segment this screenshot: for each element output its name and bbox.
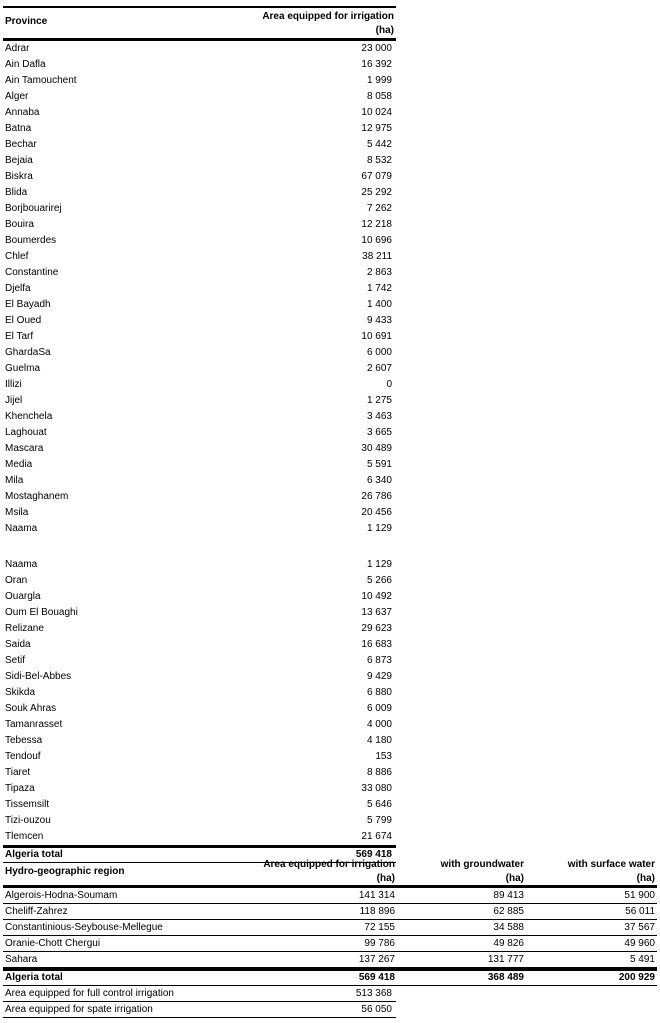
province-rows-part1 <box>3 41 396 537</box>
table-row <box>3 377 396 393</box>
table-row <box>3 521 396 537</box>
province-area: 10 492 <box>361 591 392 602</box>
region-total-label: Algeria total <box>5 972 63 983</box>
province-name: Boumerdes <box>5 235 57 246</box>
groundwater-column-header <box>441 858 524 886</box>
table-row <box>3 217 396 233</box>
province-area: 2 607 <box>366 363 392 374</box>
region-total-area: 569 418 <box>358 972 395 983</box>
irrigation-type-value: 56 050 <box>361 1004 392 1015</box>
province-area: 16 683 <box>361 639 392 650</box>
province-area: 3 463 <box>366 411 392 422</box>
province-area: 5 266 <box>366 575 392 586</box>
region-surface: 49 960 <box>624 938 655 949</box>
province-name: Msila <box>5 507 29 518</box>
province-name: Tebessa <box>5 735 43 746</box>
region-area: 99 786 <box>364 938 395 949</box>
region-area: 72 155 <box>364 922 395 933</box>
province-area: 10 691 <box>361 331 392 342</box>
table-row <box>3 573 396 589</box>
region-area-column-header <box>263 858 395 886</box>
province-name: Ain Tamouchent <box>5 75 77 86</box>
province-area: 26 786 <box>361 491 392 502</box>
table-row <box>3 717 396 733</box>
province-area: 5 799 <box>366 815 392 826</box>
province-name: Blida <box>5 187 28 198</box>
province-name: Media <box>5 459 33 470</box>
table-row <box>3 249 396 265</box>
region-surface: 37 567 <box>624 922 655 933</box>
province-area: 20 456 <box>361 507 392 518</box>
province-name: Alger <box>5 91 29 102</box>
surface-header-line1: with surface water <box>567 859 655 870</box>
province-name: Borjbouarirej <box>5 203 62 214</box>
region-area: 141 314 <box>358 890 395 901</box>
table-row <box>3 265 396 281</box>
table-row <box>3 457 396 473</box>
table-row <box>3 297 396 313</box>
region-total-row <box>3 968 657 986</box>
province-name: Batna <box>5 123 32 134</box>
table-row <box>3 685 396 701</box>
table-row <box>3 904 657 920</box>
province-area: 8 532 <box>366 155 392 166</box>
province-name: Tipaza <box>5 783 35 794</box>
region-name: Algerois-Hodna-Soumam <box>5 890 118 901</box>
table-row <box>3 89 396 105</box>
table-row <box>3 888 657 904</box>
province-name: Tamanrasset <box>5 719 63 730</box>
table-row <box>3 361 396 377</box>
province-area: 13 637 <box>361 607 392 618</box>
irrigation-type-rows <box>3 986 657 1018</box>
province-name: Sidi-Bel-Abbes <box>5 671 72 682</box>
table-row <box>3 185 396 201</box>
province-area: 1 742 <box>366 283 392 294</box>
province-name: Mila <box>5 475 24 486</box>
province-area: 8 886 <box>366 767 392 778</box>
region-groundwater: 49 826 <box>493 938 524 949</box>
region-area: 118 896 <box>359 906 395 917</box>
province-area: 67 079 <box>361 171 392 182</box>
table-row <box>3 345 396 361</box>
table-row <box>3 605 396 621</box>
province-name: Mascara <box>5 443 44 454</box>
table-row <box>3 473 396 489</box>
province-name: Djelfa <box>5 283 31 294</box>
region-surface: 56 011 <box>625 906 655 917</box>
region-surface: 5 491 <box>629 954 655 965</box>
table-row <box>3 41 396 57</box>
province-area: 1 129 <box>366 523 392 534</box>
province-area: 6 873 <box>366 655 392 666</box>
province-name: Annaba <box>5 107 40 118</box>
total-value: 569 418 <box>355 849 392 860</box>
region-name: Constantinious-Seybouse-Mellegue <box>5 922 163 933</box>
province-area: 5 442 <box>366 139 392 150</box>
table-row <box>3 441 396 457</box>
region-rows <box>3 888 657 968</box>
table-row <box>3 701 396 717</box>
surface-header-line2: (ha) <box>636 873 655 884</box>
province-name: Skikda <box>5 687 36 698</box>
province-area: 4 180 <box>366 735 392 746</box>
province-name: Khenchela <box>5 411 53 422</box>
region-surface: 51 900 <box>624 890 655 901</box>
province-area: 4 000 <box>366 719 392 730</box>
province-area: 5 646 <box>366 799 392 810</box>
table-row <box>3 920 657 936</box>
surface-water-column-header <box>568 858 655 886</box>
groundwater-header-line1: with groundwater <box>440 859 524 870</box>
table-row <box>3 952 657 968</box>
region-area-header-line2: (ha) <box>376 873 395 884</box>
province-area: 30 489 <box>361 443 392 454</box>
province-name: Mostaghanem <box>5 491 69 502</box>
province-area: 2 863 <box>366 267 392 278</box>
irrigation-type-value: 513 368 <box>355 988 392 999</box>
province-area: 6 340 <box>366 475 392 486</box>
province-name: Illizi <box>5 379 22 390</box>
province-name: El Oued <box>5 315 42 326</box>
table-row <box>3 201 396 217</box>
region-area-header-line1: Area equipped for irrigation <box>263 859 395 870</box>
table-row <box>3 621 396 637</box>
table-row <box>3 653 396 669</box>
province-name: Setif <box>5 655 26 666</box>
province-name: Jijel <box>5 395 23 406</box>
province-area: 7 262 <box>366 203 392 214</box>
province-area: 38 211 <box>362 251 392 262</box>
province-area: 16 392 <box>361 59 392 70</box>
table-row <box>3 153 396 169</box>
table-row <box>3 813 396 829</box>
table-row <box>3 57 396 73</box>
province-area: 21 674 <box>361 831 392 842</box>
province-area: 1 275 <box>366 395 392 406</box>
groundwater-header-line2: (ha) <box>505 873 524 884</box>
province-name: Adrar <box>5 43 30 54</box>
province-area: 153 <box>375 751 392 762</box>
province-name: Laghouat <box>5 427 47 438</box>
province-name: El Tarf <box>5 331 34 342</box>
area-column-header-line1: Area equipped for irrigation <box>262 11 394 22</box>
province-name: Ouargla <box>5 591 41 602</box>
region-table <box>3 857 657 1018</box>
region-name: Cheliff-Zahrez <box>5 906 68 917</box>
table-row <box>3 986 396 1002</box>
province-area: 6 000 <box>366 347 392 358</box>
table-row <box>3 589 396 605</box>
province-area: 10 696 <box>361 235 392 246</box>
table-row <box>3 489 396 505</box>
irrigation-type-label: Area equipped for spate irrigation <box>5 1004 153 1015</box>
province-name: Oran <box>5 575 28 586</box>
province-name: Tizi-ouzou <box>5 815 51 826</box>
province-area: 12 218 <box>361 219 392 230</box>
table-row <box>3 781 396 797</box>
province-area: 9 433 <box>366 315 392 326</box>
province-name: Naama <box>5 523 38 534</box>
section-gap <box>3 537 396 557</box>
region-area: 137 267 <box>358 954 395 965</box>
province-area: 6 880 <box>366 687 392 698</box>
table-row <box>3 797 396 813</box>
region-groundwater: 131 777 <box>487 954 524 965</box>
table-row <box>3 121 396 137</box>
province-rows-part2 <box>3 557 396 845</box>
region-groundwater: 62 885 <box>493 906 524 917</box>
province-name: Saida <box>5 639 31 650</box>
province-column-header: Province <box>5 16 48 27</box>
province-name: Relizane <box>5 623 44 634</box>
table-row <box>3 669 396 685</box>
table-row <box>3 505 396 521</box>
province-name: Tiaret <box>5 767 31 778</box>
table-row <box>3 733 396 749</box>
province-area: 5 591 <box>366 459 392 470</box>
region-column-header: Hydro-geographic region <box>5 866 125 877</box>
province-name: Tendouf <box>5 751 41 762</box>
table-row <box>3 393 396 409</box>
table-row <box>3 281 396 297</box>
province-area: 23 000 <box>361 43 392 54</box>
table-row <box>3 557 396 573</box>
province-name: Bechar <box>5 139 37 150</box>
province-name: Souk Ahras <box>5 703 57 714</box>
province-area: 12 975 <box>361 123 392 134</box>
table-row <box>3 73 396 89</box>
province-area: 1 999 <box>366 75 392 86</box>
table-row <box>3 829 396 845</box>
province-area: 29 623 <box>361 623 392 634</box>
province-table <box>3 6 396 863</box>
region-groundwater: 34 588 <box>493 922 524 933</box>
province-name: Biskra <box>5 171 33 182</box>
table-row <box>3 936 657 952</box>
province-area: 9 429 <box>366 671 392 682</box>
table-row <box>3 329 396 345</box>
table-row <box>3 409 396 425</box>
province-name: Bouira <box>5 219 34 230</box>
table-row <box>3 425 396 441</box>
province-table-header <box>3 6 396 41</box>
province-name: GhardaSa <box>5 347 51 358</box>
province-name: Guelma <box>5 363 41 374</box>
province-area: 0 <box>386 379 392 390</box>
province-area: 33 080 <box>361 783 392 794</box>
table-row <box>3 1002 396 1018</box>
province-area: 8 058 <box>366 91 392 102</box>
province-area: 25 292 <box>361 187 392 198</box>
region-table-header <box>3 857 657 888</box>
table-row <box>3 313 396 329</box>
province-name: Bejaia <box>5 155 33 166</box>
table-row <box>3 765 396 781</box>
province-area: 6 009 <box>366 703 392 714</box>
region-total-surface: 200 929 <box>618 972 655 983</box>
province-name: El Bayadh <box>5 299 51 310</box>
province-name: Chlef <box>5 251 29 262</box>
province-name: Tissemsilt <box>5 799 50 810</box>
region-name: Sahara <box>5 954 38 965</box>
table-row <box>3 749 396 765</box>
table-row <box>3 137 396 153</box>
province-name: Ain Dafla <box>5 59 46 70</box>
total-label: Algeria total <box>5 849 63 860</box>
province-name: Constantine <box>5 267 59 278</box>
region-groundwater: 89 413 <box>493 890 524 901</box>
region-name: Oranie-Chott Chergui <box>5 938 101 949</box>
area-column-header <box>262 10 394 38</box>
province-area: 10 024 <box>361 107 392 118</box>
province-name: Tlemcen <box>5 831 44 842</box>
region-total-groundwater: 368 489 <box>487 972 524 983</box>
province-area: 1 400 <box>366 299 392 310</box>
table-row <box>3 105 396 121</box>
province-name: Naama <box>5 559 38 570</box>
irrigation-type-label: Area equipped for full control irrigation <box>5 988 174 999</box>
province-name: Oum El Bouaghi <box>5 607 78 618</box>
table-row <box>3 169 396 185</box>
area-column-header-line2: (ha) <box>375 25 394 36</box>
province-area: 3 665 <box>366 427 392 438</box>
province-area: 1 129 <box>366 559 392 570</box>
table-row <box>3 637 396 653</box>
table-row <box>3 233 396 249</box>
